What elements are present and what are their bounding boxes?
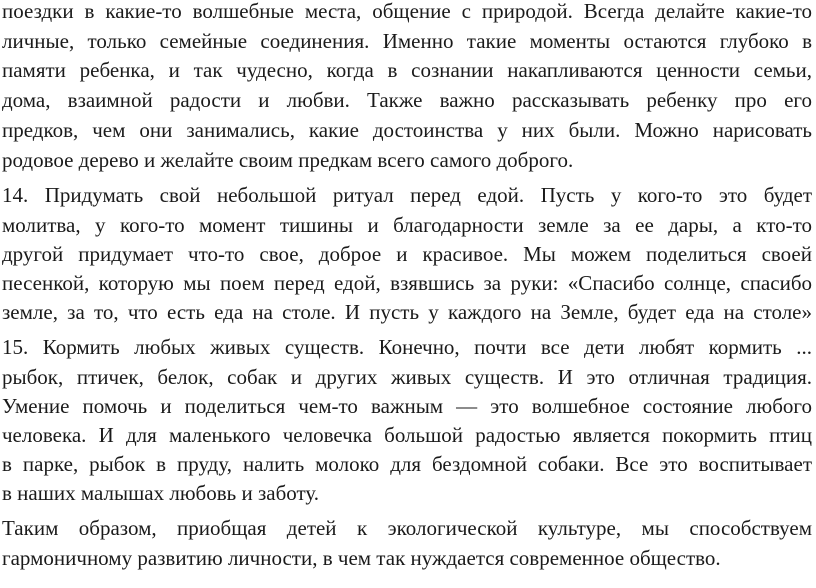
text-line: гармоничному развитию личности, в чем так нуждается современное общество. [2, 546, 721, 570]
text-line: дома, взаимной радости и любви. Также важно рассказывать ребенку про его [2, 88, 812, 112]
text-line: земле, за то, что есть еда на столе. И пусть у каждого на Земле, будет еда на столе» [2, 300, 812, 324]
text-line: Таким образом, приобщая детей к экологической культуре, мы способствуем [2, 516, 812, 540]
text-line: поездки в какие-то волшебные места, общение с природой. Всегда делайте какие-то [2, 0, 812, 23]
text-line: личные, только семейные соединения. Именно такие моменты остаются глубоко в [2, 29, 812, 53]
text-line: 14. Придумать свой небольшой ритуал перед едой. Пусть у кого-то это будет [2, 183, 812, 207]
text-line: рыбок, птичек, белок, собак и других живых существ. И это отличная традиция. [2, 365, 812, 389]
text-line: песенкой, которую мы поем перед едой, взявшись за руки: «Спасибо солнце, спасибо [2, 271, 812, 295]
text-line: Умение помочь и поделиться чем-то важным — это волшебное состояние любого [2, 394, 812, 418]
text-line: предков, чем они занимались, какие достоинства у них были. Можно нарисовать [2, 118, 812, 142]
text-line: в парке, рыбок в пруду, налить молоко для бездомной собаки. Все это воспитывает [2, 452, 812, 476]
text-line: молитва, у кого-то момент тишины и благодарности земле за ее дары, а кто-то [2, 213, 812, 237]
text-line: в наших малышах любовь и заботу. [2, 481, 320, 505]
text-line: человека. И для маленького человечка большой радостью является покормить птиц [2, 423, 812, 447]
text-line: родовое дерево и желайте своим предкам всего самого доброго. [2, 148, 574, 172]
text-line: другой придумает что-то свое, доброе и красивое. Мы можем поделиться своей [2, 242, 812, 266]
text-line: памяти ребенка, и так чудесно, когда в сознании накапливаются ценности семьи, [2, 58, 812, 82]
text-line: 15. Кормить любых живых существ. Конечно, почти все дети любят кормить ... [2, 335, 812, 359]
